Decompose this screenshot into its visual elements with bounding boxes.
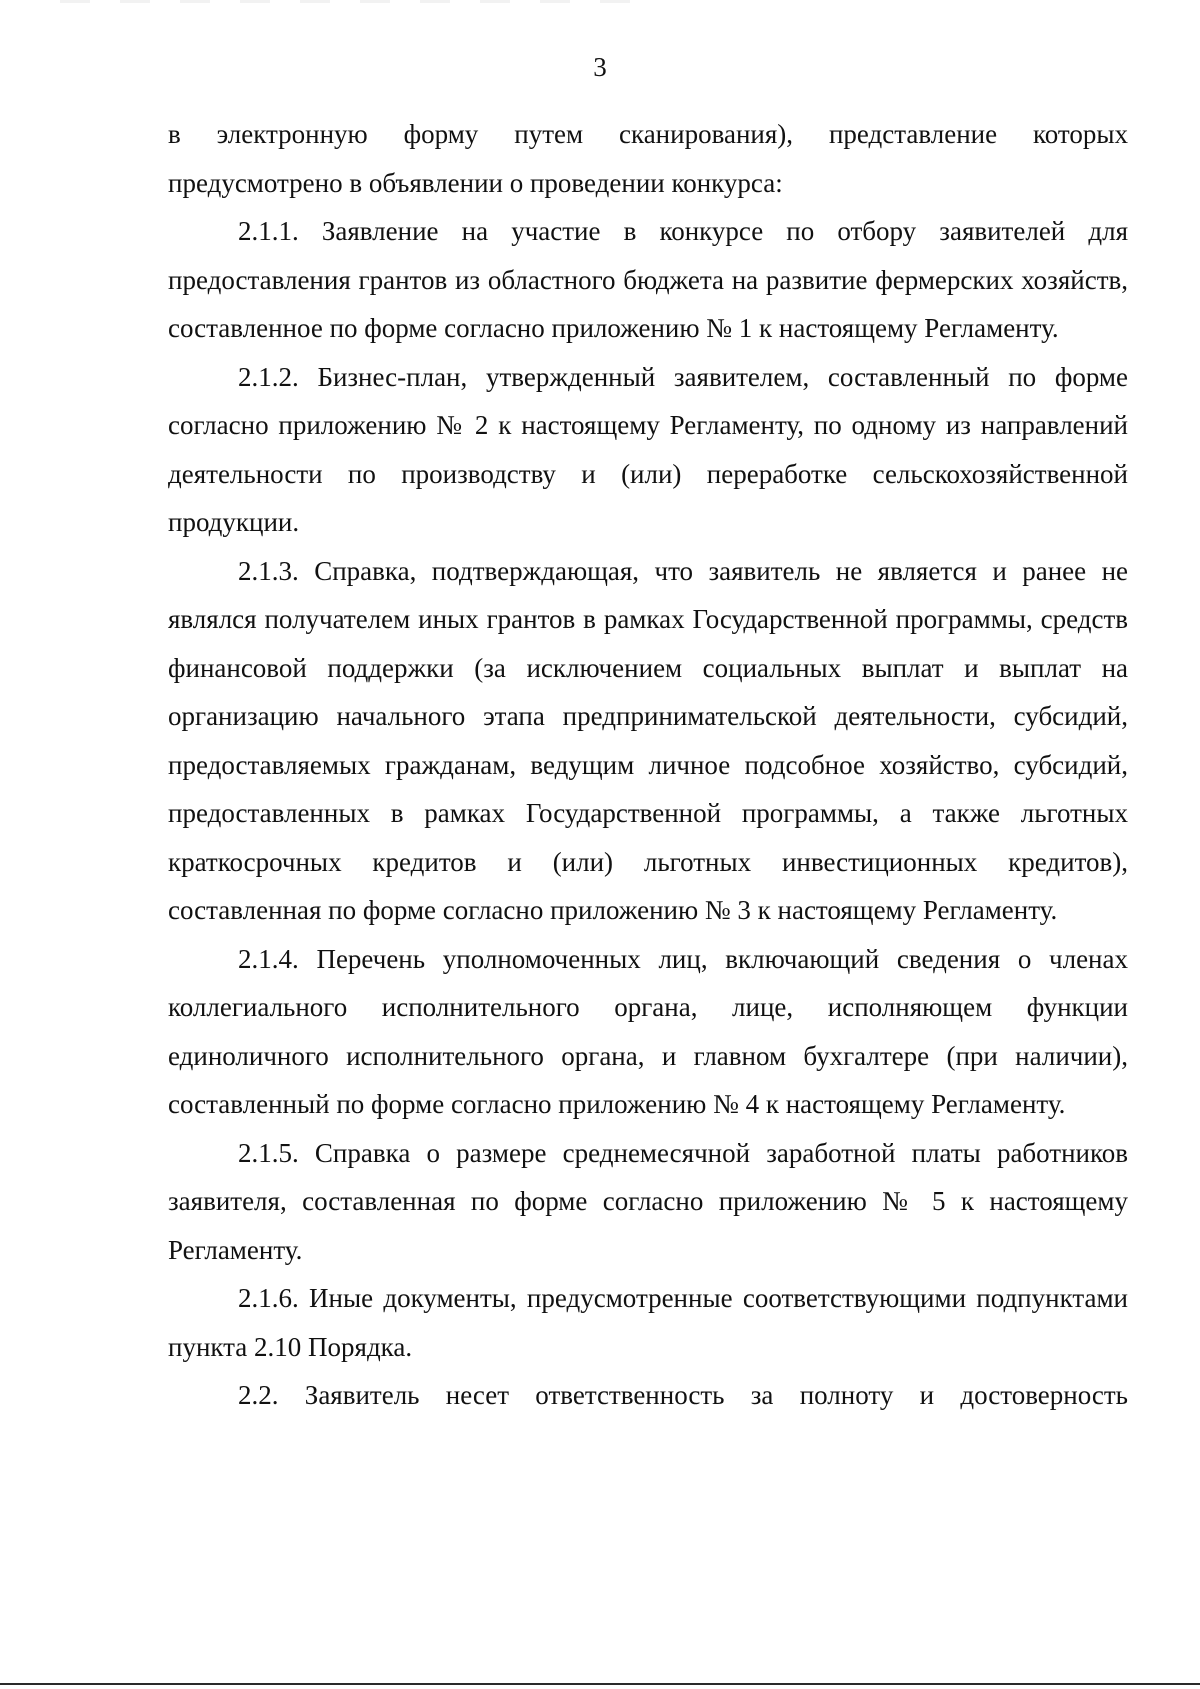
paragraph-2-1-6: 2.1.6. Иные документы, предусмотренные соответствующими подпунктами пункта 2.10 Порядка. <box>168 1283 1128 1362</box>
scan-artifact-top <box>60 0 660 3</box>
paragraph-2-2: 2.2. Заявитель несет ответственность за полноту и достоверность <box>238 1380 1128 1410</box>
paragraph-2-1-3: 2.1.3. Справка, подтверждающая, что заявитель не является и ранее не являлся получателем иных грантов в рамках Государственной программы, средств финансовой поддержки (за исключением социальных выплат и выплат на организацию начального этапа предпринимательской деятельности, субсидий, предоставляемых гражданам, ведущим личное подсобное хозяйство, субсидий, предоставленных в рамках Государственной программы, а также льготных краткосрочных кредитов и (или) льготных инвестиционных кредитов), составленная по форме согласно приложению № 3 к настоящему Регламенту. <box>168 555 1128 925</box>
paragraph-2-1-2: 2.1.2. Бизнес-план, утвержденный заявителем, составленный по форме согласно приложению № 2 к настоящему Регламенту, по одному из направлений деятельности по производству и (или) переработке сельскохозяйственной продукции. <box>168 361 1128 537</box>
paragraph-2-1-5: 2.1.5. Справка о размере среднемесячной заработной платы работников заявителя, составленная по форме согласно приложению № 5 к настоящему Регламенту. <box>168 1137 1128 1265</box>
document-body <box>168 110 1128 1420</box>
scan-artifact-bottom <box>0 1683 1200 1685</box>
paragraph-2-1-1: 2.1.1. Заявление на участие в конкурсе по отбору заявителей для предоставления грантов из областного бюджета на развитие фермерских хозяйств, составленное по форме согласно приложению № 1 к настоящему Регламенту. <box>168 216 1128 343</box>
page-number: 3 <box>593 52 607 82</box>
paragraph-2-1-4: 2.1.4. Перечень уполномоченных лиц, включающий сведения о членах коллегиального исполнительного органа, лице, исполняющем функции единоличного исполнительного органа, и главном бухгалтере (при наличии), составленный по форме согласно приложению № 4 к настоящему Регламенту. <box>168 943 1128 1119</box>
paragraph-intro: в электронную форму путем сканирования), представление которых предусмотрено в объявлении о проведении конкурса: <box>168 119 1128 198</box>
